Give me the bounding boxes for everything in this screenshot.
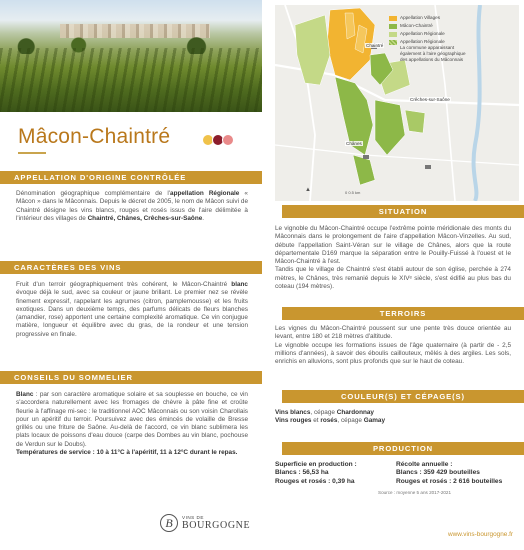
situation-heading: SITUATION: [282, 205, 524, 218]
legend-swatch-icon: [389, 40, 397, 45]
legend-swatch-icon: [389, 32, 397, 37]
map-legend: [389, 15, 468, 65]
appellation-map: [275, 5, 519, 201]
legend-item: [389, 23, 468, 29]
title-underline: [18, 152, 46, 154]
legend-item: [389, 39, 468, 63]
superficie-title: Superficie en production :: [275, 461, 357, 468]
wine-color-dots: [204, 134, 234, 146]
legend-label: Appellation Villages: [400, 15, 441, 20]
recolte-blancs: Blancs : 359 429 bouteilles: [396, 469, 480, 477]
caracteres-text: Fruit d'un terroir géographiquement très cohérent, le Mâcon-Chaintré blanc évoque déjà le sud, avec sa couleur or jaune brillant. Le premier nez se révèle finement expressif, rappelant les agrumes (citron, pamplemousse) et les fruits exotiques. Dans un deuxième temps, des parfums délicats de fleurs blanches (amandier, rose) apportent une certaine complexité aromatique. Ce vin conjugue matière, longueur et équilibre avec du gras, de la rondeur et une tension progressive en finale.: [16, 281, 248, 338]
terroirs-paragraph-1: Les vignes du Mâcon-Chaintré poussent sur une pente très douce orientée au levant, entre 180 et 218 mètres d'altitude.: [275, 325, 511, 341]
vine-rows: [0, 48, 262, 112]
place-label-chaintre: Chaintré: [366, 43, 384, 48]
logo-b-icon: B: [160, 514, 178, 532]
legend-item: [389, 15, 468, 21]
situation-paragraph-2: Tandis que le village de Chaintré s'est établi autour de son église, perchée à 274 mètres, le Chânes, très remanié depuis le XIVᵉ siècle, s'est édifié au plus bas du coteau (194 mètres).: [275, 266, 511, 291]
production-superficie: [275, 461, 357, 486]
caracteres-heading: CARACTÈRES DES VINS: [0, 261, 262, 274]
production-source-note: Source : moyenne 5 ans 2017-2021: [378, 490, 452, 495]
situation-paragraph-1: Le vignoble du Mâcon-Chaintré occupe l'extrême pointe méridionale des monts du Mâconnais dans le prolongement de l'aire d'appellation Mâcon-Vinzelles. Au sud, débute l'appellation Saint-Véran sur le village de Chânes, alors que la route départementale D169 marque la séparation entre le Pouilly-Fuissé à l'ouest et le Mâcon-Chaintré à l'est.: [275, 225, 511, 266]
appellation-heading: APPELLATION D'ORIGINE CONTRÔLÉE: [0, 171, 262, 184]
couleurs-heading: COULEUR(S) ET CÉPAGE(S): [282, 390, 524, 403]
map-scale: 0 0.5 km: [345, 190, 361, 195]
vineyard-photo: [0, 0, 262, 112]
compass-icon: ▲: [305, 187, 311, 193]
conseils-text: Blanc : par son caractère aromatique solaire et sa souplesse en bouche, ce vin s'accordera naturellement avec les fromages de chèvre à pâte fine et croûte fleurie à l'affinage mi-sec : le traditionnel AOC Mâconnais ou son voisin Charollais pour un apéritif du terroir. Poursuivez avec des émincés de volaille de Bresse grillés ou une friture de Saône. Au-delà de l'accord, ce vin blanc sublimera les plats locaux de poissons d'eau douce (carpe des Dombes au vin blanc, pochouse de Verdun sur le Doubs). Températures de service : 10 à 11°C à l'apéritif, 11 à 12°C durant le repas.: [16, 391, 248, 457]
terroirs-paragraph-2: Le vignoble occupe les formations issues de l'âge quaternaire (à partir de - 2,5 millions d'années), à savoir des éboulis caillouteux, mêlés à des argiles. Les sols, enrichis en alluvions, sont plus profonds que sur le haut de coteau.: [275, 341, 511, 366]
production-heading: PRODUCTION: [282, 442, 524, 455]
recolte-title: Récolte annuelle :: [396, 461, 453, 468]
terroirs-text: [275, 325, 511, 366]
legend-label: Appellation Régionale: [400, 31, 445, 36]
legend-label: Appellation Régionale La commune apparaissant également à l'aire géographique des appellations du Mâconnais: [400, 39, 466, 62]
page-title: Mâcon-Chaintré: [18, 125, 171, 148]
logo-big-text: BOURGOGNE: [182, 520, 251, 531]
website-link[interactable]: www.vins-bourgogne.fr: [448, 531, 514, 538]
place-label-creches: Crêches-sur-Saône: [410, 97, 450, 102]
appellation-text: Dénomination géographique complémentaire de l'appellation Régionale « Mâcon » dans le Mâconnais. Depuis le décret de 2005, le nom de Mâcon suivi de Chaintré désigne les vins blancs, rouges et rosés issus de l'aire délimitée à l'intérieur des villages de Chaintré, Chânes, Crêches-sur-Saône.: [16, 190, 248, 222]
situation-text: [275, 225, 511, 291]
superficie-blancs: Blancs : 56,53 ha: [275, 469, 329, 477]
legend-item: [389, 31, 468, 37]
legend-swatch-icon: [389, 16, 397, 21]
couleurs-text: Vins blancs, cépage Chardonnay Vins rouges et rosés, cépage Gamay: [275, 409, 386, 425]
logo-small-text: VINS DE: [182, 515, 204, 520]
place-label-chanes: Chânes: [346, 141, 362, 146]
legend-label: Mâcon-Chaintré: [400, 23, 433, 28]
legend-swatch-icon: [389, 24, 397, 29]
bourgogne-logo: [160, 514, 250, 532]
superficie-rouges: Rouges et rosés : 0,39 ha: [275, 477, 355, 485]
conseils-heading: CONSEILS DU SOMMELIER: [0, 371, 262, 384]
recolte-rouges: Rouges et rosés : 2 616 bouteilles: [396, 477, 503, 485]
terroirs-heading: TERROIRS: [282, 307, 524, 320]
rose-wine-dot-icon: [222, 134, 234, 146]
production-recolte: [396, 461, 502, 486]
